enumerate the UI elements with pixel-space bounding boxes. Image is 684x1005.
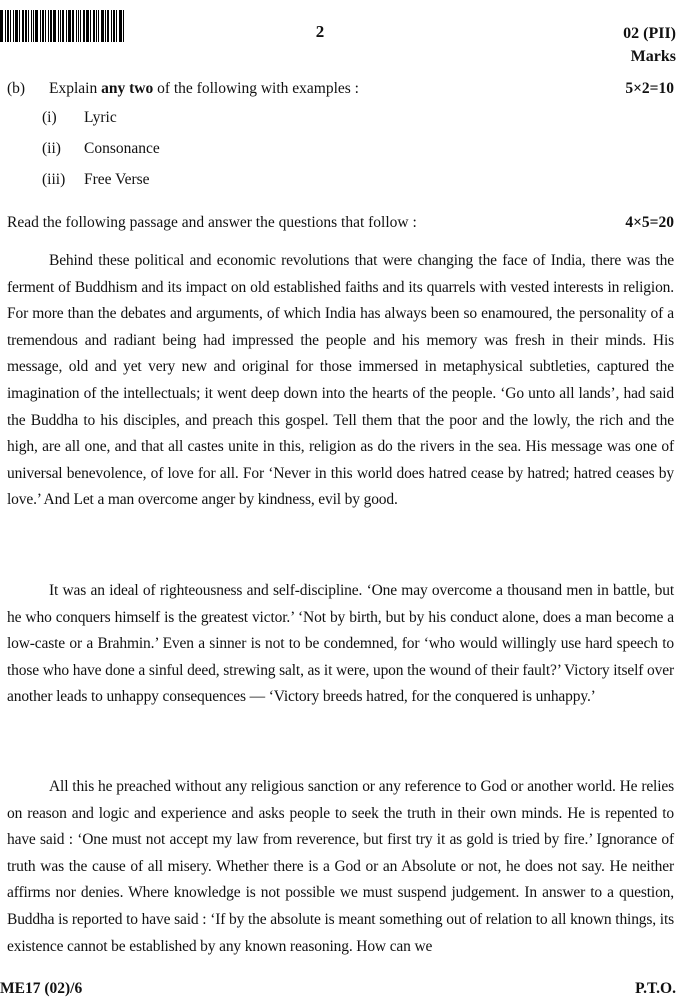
question-text [49, 80, 359, 98]
barcode-icon [0, 10, 134, 42]
sub-item-numeral: (i) [42, 109, 57, 126]
page-number: 2 [315, 22, 325, 41]
sub-item-text: Free Verse [84, 171, 150, 188]
sub-item-text: Consonance [84, 140, 160, 157]
passage-paragraph-1: Behind these political and economic revolutions that were changing the face of India, there was the ferment of Buddhism and its impact on old established faiths and its quarrels with vested interests in religion. For more than the debates and arguments, of which India has always been so enamoured, the personality of a tremendous and radiant being had impressed the people and his memory was fresh in their minds. His message, old and yet very new and original for those immersed in metaphysical subtleties, captured the imagination of the intellectuals; it went deep down into the hearts of the people. ‘Go unto all lands’, had said the Buddha to his disciples, and preach this gospel. Tell them that the poor and the lowly, the rich and the high, are all one, and that all castes unite in this, religion as do the rivers in the sea. His message was one of universal benevolence, of love for all. For ‘Never in this world does hatred cease by hatred; hatred ceases by love.’ And Let a man overcome anger by kindness, evil by good. [7, 252, 674, 509]
passage-instruction [7, 214, 674, 232]
sub-item-numeral: (ii) [42, 140, 61, 157]
footer-pto: P.T.O. [635, 980, 676, 997]
question-text-bold: any two [101, 80, 154, 97]
sub-item [42, 171, 150, 189]
footer-code: ME17 (02)/6 [0, 980, 83, 997]
sub-item-text: Lyric [84, 109, 117, 126]
question-text-suffix: of the following with examples : [153, 80, 359, 97]
sub-item-numeral: (iii) [42, 171, 66, 188]
instruction-text: Read the following passage and answer the questions that follow : [7, 214, 417, 231]
sub-item [42, 109, 117, 127]
header-right [623, 22, 676, 68]
marks-heading: Marks [630, 48, 676, 65]
question-marks: 5×2=10 [625, 80, 674, 97]
passage-paragraph-3: All this he preached without any religious sanction or any reference to God or another world. He relies on reason and logic and experience and asks people to seek the truth in their own minds. He is repented to have said : ‘One must not accept my law from reverence, but first try it as gold is tried by fire.’ Ignorance of truth was the cause of all misery. Whether there is a God or an Absolute or not, he does not say. He neither affirms nor denies. Where knowledge is not possible we must suspend judgement. In answer to a question, Buddha is reported to have said : ‘If by the absolute is meant something out of relation to all known things, its existence cannot be established by any known reasoning. How can we [7, 778, 674, 955]
question-text-prefix: Explain [49, 80, 102, 97]
passage-paragraph-2: It was an ideal of righteousness and self-discipline. ‘One may overcome a thousand men in battle, but he who conquers himself is the greatest victor.’ ‘Not by birth, but by his conduct alone, does a man become a low-caste or a Brahmin.’ Even a sinner is not to be condemned, for ‘who would willingly use hard speech to those who have done a sinful deed, strewing salt, as it were, upon the wound of their fault?’ Victory itself over another leads to unhappy consequences — ‘Victory breeds hatred, for the conquered is unhappy.’ [7, 582, 674, 706]
sub-item [42, 140, 160, 158]
passage-marks: 4×5=20 [625, 214, 674, 231]
question-label: (b) [7, 80, 26, 97]
paper-code: 02 (PII) [623, 25, 676, 42]
